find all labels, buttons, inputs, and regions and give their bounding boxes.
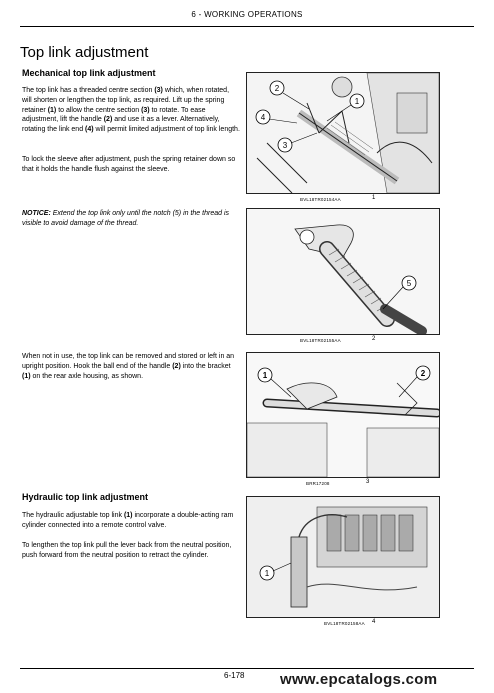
figure-4-caption: BVL18TR02158AA bbox=[324, 621, 365, 626]
notice-text: Extend the top link only until the notch (5) in the thread is visible to avoid damage of the thread. bbox=[22, 210, 229, 227]
text-run: When not in use, the top link can be removed and stored or left in an upright position. Hook the ball end of the handle bbox=[22, 353, 235, 370]
text-run: to rotate. To ease adjustment, lift the handle bbox=[22, 106, 206, 124]
notice-paragraph bbox=[22, 209, 240, 229]
text-run: into the bracket bbox=[180, 362, 231, 370]
page-number: 6-178 bbox=[224, 671, 245, 680]
hydraulic-paragraph-2: To lengthen the top link pull the lever back from the neutral position, push forward from the neutral position to retract the cylinder. bbox=[22, 542, 232, 559]
fig1-callout-2: 2 bbox=[274, 84, 280, 93]
fig3-callout-2: 2 bbox=[420, 369, 426, 378]
figure-2-number: 2 bbox=[372, 336, 376, 342]
reference-number: (3) bbox=[141, 106, 150, 114]
figure-3-caption: BRR17208 bbox=[306, 481, 330, 486]
text-run: and use it as a lever. Alternatively, rotating the link end bbox=[22, 116, 220, 134]
site-watermark: www.epcatalogs.com bbox=[280, 671, 438, 688]
page-title: Top link adjustment bbox=[20, 44, 149, 61]
reference-number: (4) bbox=[85, 126, 94, 134]
fig3-callout-1: 1 bbox=[262, 371, 268, 380]
text-run: to allow the centre section bbox=[56, 106, 142, 114]
reference-number: (1) bbox=[47, 106, 57, 114]
reference-number: (3) bbox=[154, 87, 163, 94]
fig2-callout-5: 5 bbox=[406, 279, 412, 288]
figure-1-mechanical-top-link bbox=[246, 72, 440, 194]
mechanical-paragraph-1 bbox=[22, 86, 240, 135]
footer-divider bbox=[20, 668, 474, 669]
header-divider bbox=[20, 26, 474, 27]
text-run: will permit limited adjustment of top link length. bbox=[93, 126, 240, 134]
figure-2-caption: BVL18TR02155AA bbox=[300, 338, 341, 343]
hydraulic-heading: Hydraulic top link adjustment bbox=[22, 492, 149, 502]
text-run: on the rear axle housing, as shown. bbox=[30, 372, 144, 380]
fig1-callout-3: 3 bbox=[282, 141, 288, 150]
figure-1-number: 1 bbox=[372, 195, 376, 201]
reference-number: (2) bbox=[172, 362, 181, 370]
figure-1-caption: BVL18TR02154AA bbox=[300, 197, 341, 202]
fig4-callout-1: 1 bbox=[264, 569, 270, 578]
text-run: The top link has a threaded centre section bbox=[22, 87, 155, 94]
reference-number: (1) bbox=[22, 372, 31, 380]
hydraulic-paragraph-1 bbox=[22, 511, 240, 531]
page-header: 6 - WORKING OPERATIONS bbox=[191, 10, 303, 19]
reference-number: (2) bbox=[103, 116, 113, 124]
text-run: The hydraulic adjustable top link bbox=[22, 512, 124, 519]
figure-4-number: 4 bbox=[372, 619, 376, 625]
text-run: incorporate a double-acting ram cylinder connected into a remote control valve. bbox=[22, 512, 234, 529]
fig1-callout-1: 1 bbox=[354, 97, 360, 106]
figure-3-stored-top-link bbox=[246, 352, 440, 478]
mechanical-paragraph-3 bbox=[22, 352, 240, 381]
figure-3-number: 3 bbox=[366, 479, 370, 485]
figure-4-hydraulic-top-link bbox=[246, 496, 440, 618]
figure-2-top-link-thread bbox=[246, 208, 440, 335]
text-run: which, when rotated, will shorten or lengthen the top link, as required. Lift up the spring retainer bbox=[22, 87, 230, 114]
fig1-callout-4: 4 bbox=[260, 113, 266, 122]
reference-number: (1) bbox=[123, 512, 133, 519]
mechanical-paragraph-2: To lock the sleeve after adjustment, push the spring retainer down so that it holds the handle flush against the sleeve. bbox=[22, 156, 236, 173]
notice-label: NOTICE: bbox=[22, 210, 51, 217]
mechanical-heading: Mechanical top link adjustment bbox=[22, 68, 156, 78]
